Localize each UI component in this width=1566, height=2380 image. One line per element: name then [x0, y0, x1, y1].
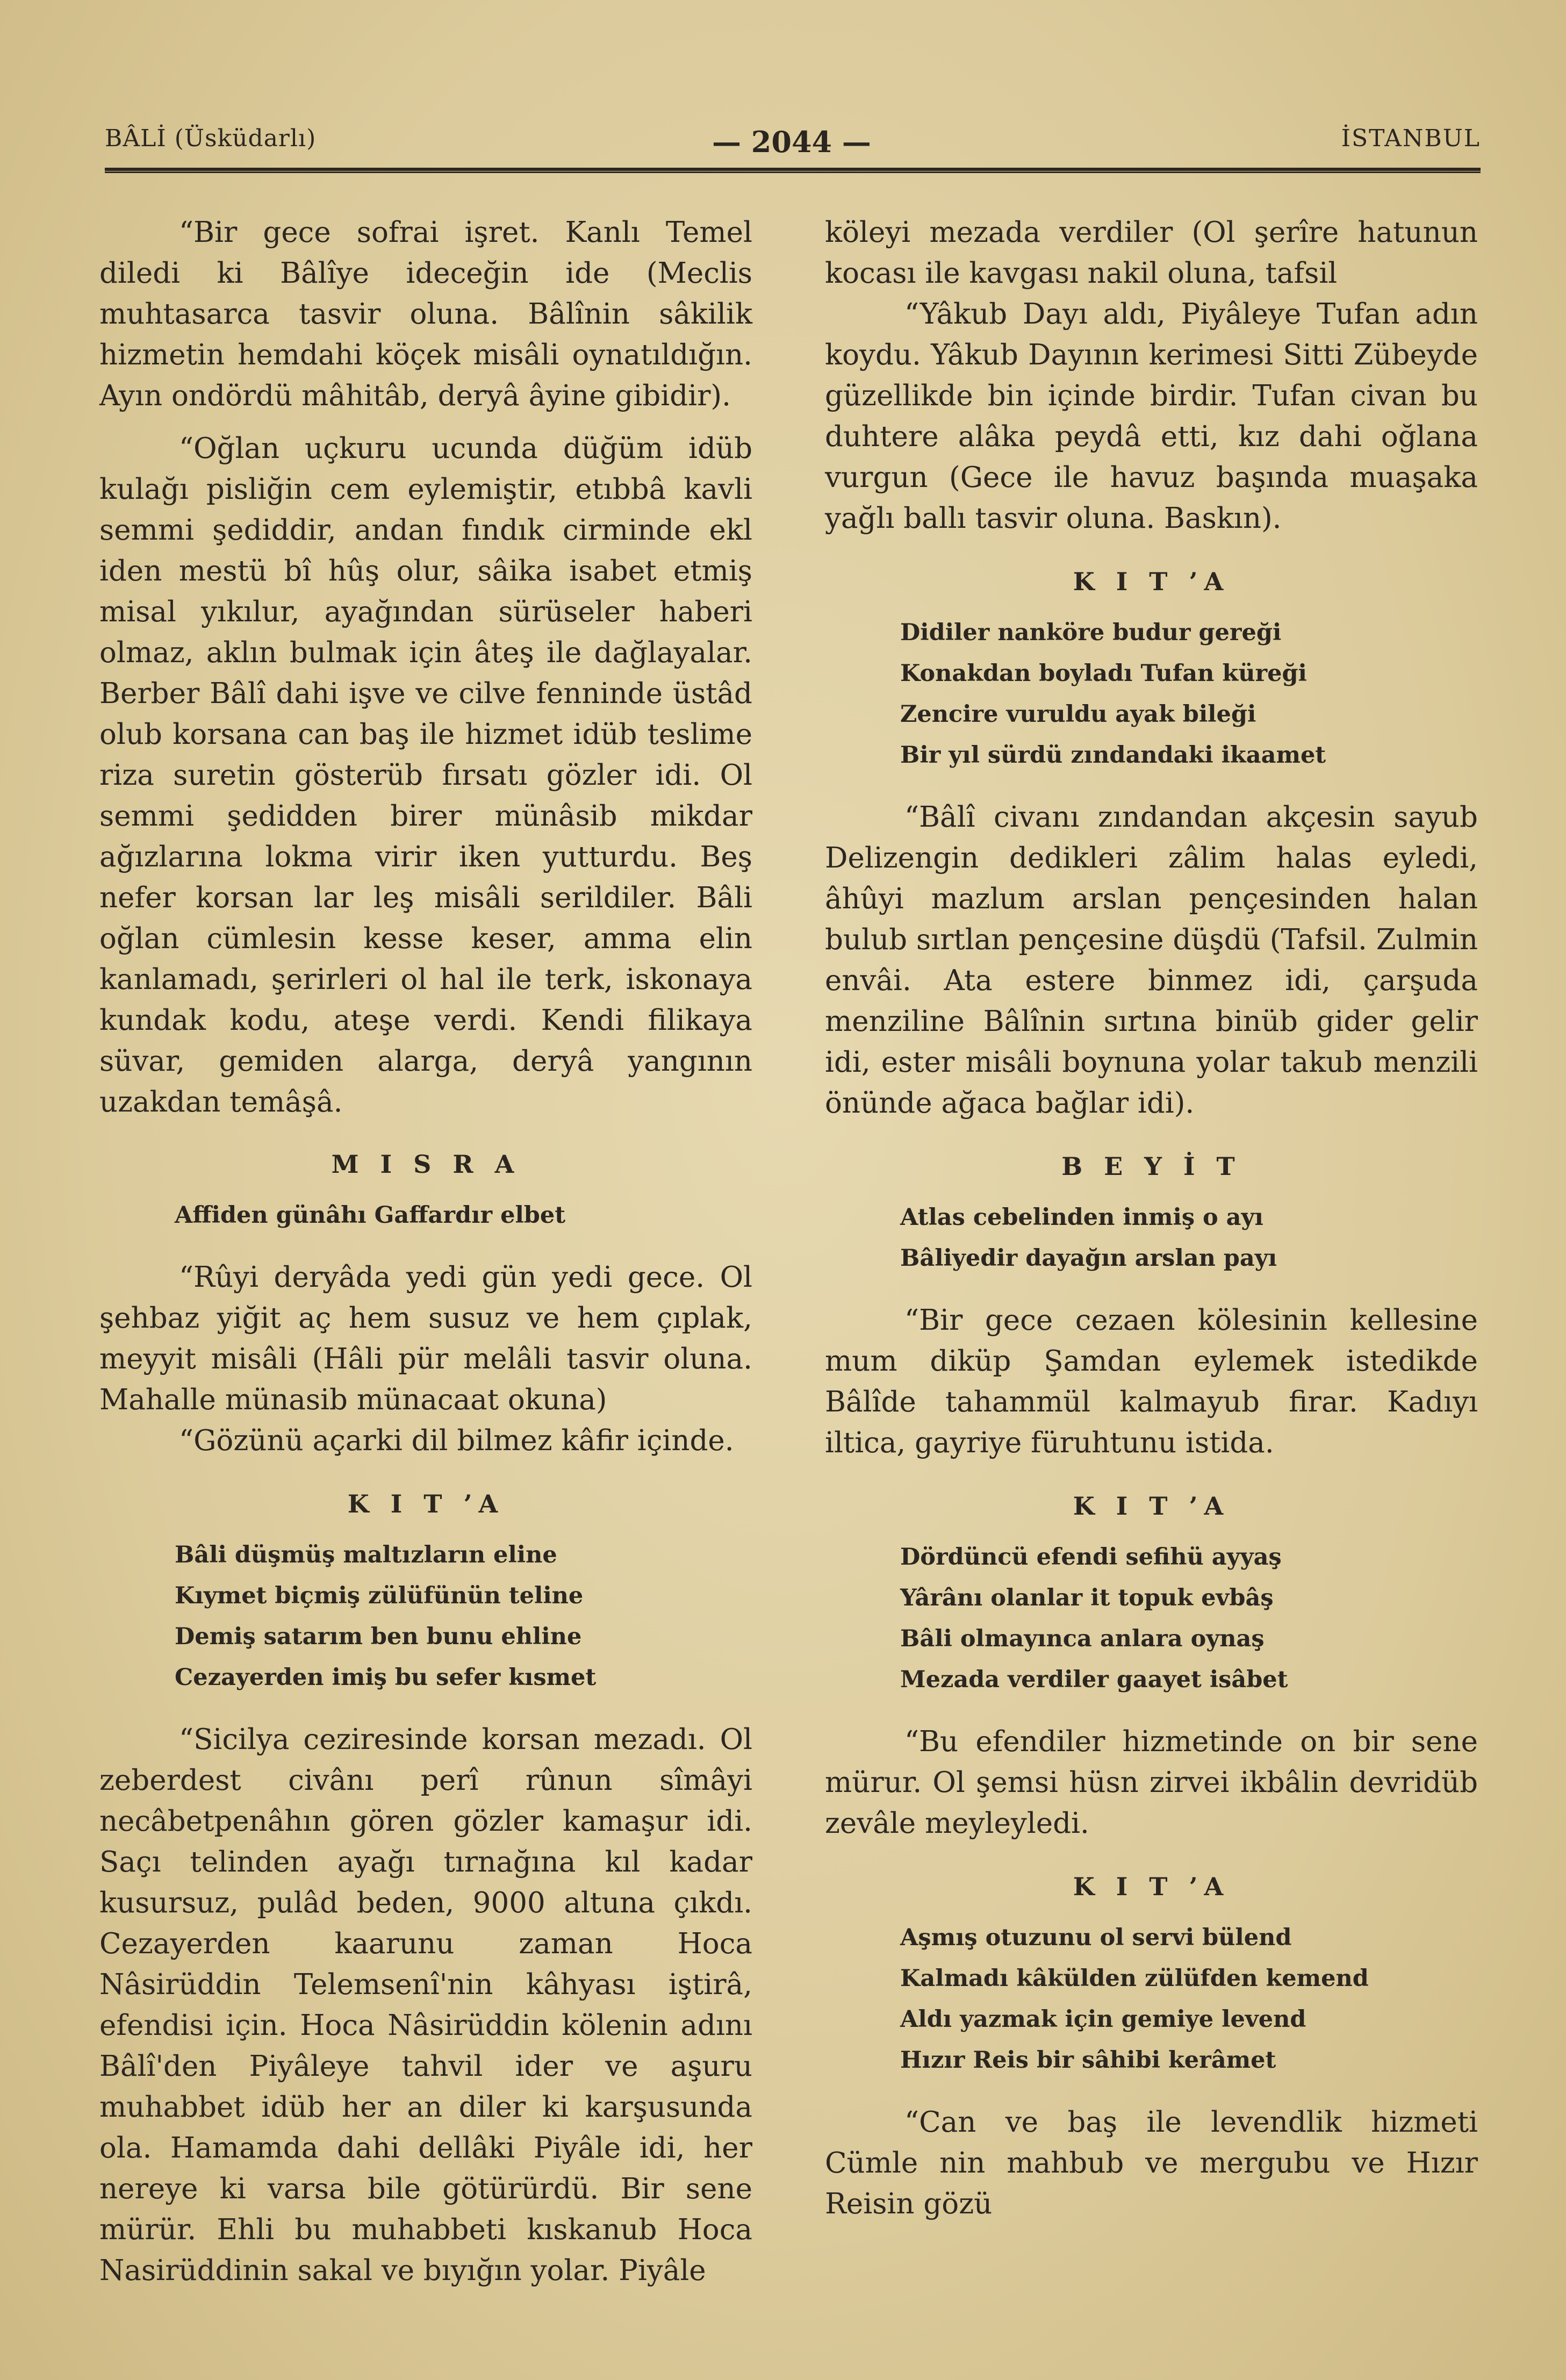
verse-line: Zencire vuruldu ayak bileği	[900, 701, 1256, 728]
right-column	[825, 212, 1478, 2225]
verse-line: Yârânı olanlar it topuk evbâş	[900, 1585, 1274, 1611]
verse-line: Aşmış otuzunu ol servi bülend	[900, 1924, 1292, 1951]
section-heading: K I T ’A	[1073, 1872, 1230, 1901]
page-number: — 2044 —	[712, 125, 871, 159]
verse-block	[99, 1195, 752, 1236]
section-heading: K I T ’A	[1073, 1492, 1230, 1521]
verse-line: Mezada verdiler gaayet isâbet	[900, 1666, 1288, 1693]
verse-line: Affiden günâhı Gaffardır elbet	[175, 1202, 566, 1229]
verse-line: Atlas cebelinden inmiş o ayı	[900, 1204, 1263, 1231]
left-column	[99, 212, 752, 2291]
verse-line: Bir yıl sürdü zındandaki ikaamet	[900, 742, 1326, 769]
verse-line: Bâliyedir dayağın arslan payı	[900, 1245, 1277, 1272]
header-author: BÂLİ (Üsküdarlı)	[105, 125, 317, 152]
header-place: İSTANBUL	[1341, 125, 1481, 152]
verse-line: Bâli düşmüş maltızların eline	[175, 1542, 557, 1568]
verse-line: Dördüncü efendi sefihü ayyaş	[900, 1544, 1282, 1571]
verse-block	[825, 1197, 1478, 1279]
section-heading: K I T ’A	[1073, 567, 1230, 596]
header-rule	[105, 168, 1481, 173]
section-heading: B E Y İ T	[1061, 1152, 1241, 1181]
verse-line: Didiler nanköre budur gereği	[900, 619, 1282, 646]
verse-line: Aldı yazmak için gemiye levend	[900, 2006, 1306, 2033]
paragraph: “Yâkub Dayı aldı, Piyâleye Tufan adın koydu. Yâkub Dayının kerimesi Sitti Zübeyde güzellikde bin içinde birdir. Tufan civan bu duhtere alâka peydâ etti, kız dahi oğlana vurgun (Gece ile havuz başında muaşaka yağlı ballı tasvir oluna. Baskın).	[825, 298, 1478, 535]
section-heading: M I S R A	[331, 1150, 521, 1179]
verse-line: Kalmadı kâkülden zülüfden kemend	[900, 1965, 1369, 1992]
paragraph: “Can ve baş ile levendlik hizmeti Cümle nin mahbub ve mergubu ve Hızır Reisin gözü	[825, 2106, 1478, 2220]
paragraph: köleyi mezada verdiler (Ol şerîre hatunun kocası ile kavgası nakil oluna, tafsil	[825, 216, 1478, 290]
verse-block	[825, 1537, 1478, 1700]
paragraph: “Gözünü açarki dil bilmez kâfir içinde.	[179, 1424, 734, 1457]
paragraph: “Oğlan uçkuru ucunda düğüm idüb kulağı pisliğin cem eylemiştir, etıbbâ kavli semmi şediddir, andan fındık cirminde ekl iden mestü bî hûş olur, sâika isabet etmiş misal yıkılur, ayağından sürüseler haberi olmaz, aklın bulmak için âteş ile dağlayalar. Berber Bâlî dahi işve ve cilve fenninde üstâd olub korsana can baş ile hizmet idüb teslime riza suretin gösterüb fırsatı gözler idi. Ol semmi şedidden birer münâsib mikdar ağızlarına lokma virir iken yutturdu. Beş nefer korsan lar leş misâli serildiler. Bâli oğlan cümlesin kesse keser, amma elin kanlamadı, şerirleri ol hal ile terk, iskonaya kundak kodu, ateşe verdi. Kendi filikaya süvar, gemiden alarga, deryâ yangının uzakdan temâşâ.	[99, 432, 752, 1119]
verse-line: Hızır Reis bir sâhibi kerâmet	[900, 2047, 1276, 2074]
paragraph: “Bir gece cezaen kölesinin kellesine mum diküp Şamdan eylemek istedikde Bâlîde tahammül kalmayub firar. Kadıyı iltica, gayriye füruhtunu istida.	[825, 1304, 1478, 1459]
paragraph: “Bu efendiler hizmetinde on bir sene mürur. Ol şemsi hüsn zirvei ikbâlin devridüb zevâle meyleyledi.	[825, 1725, 1478, 1840]
verse-line: Demiş satarım ben bunu ehline	[175, 1623, 582, 1650]
paragraph: “Sicilya ceziresinde korsan mezadı. Ol zeberdest civânı perî rûnun sîmâyi necâbetpenâhın gören gözler kamaşur idi. Saçı telinden ayağı tırnağına kıl kadar kusursuz, pulâd beden, 9000 altuna çıkdı. Cezayerden kaarunu zaman Hoca Nâsirüddin Telemsenî'nin kâhyası iştirâ, efendisi için. Hoca Nâsirüddin kölenin adını Bâlî'den Piyâleye tahvil ider ve aşuru muhabbet idüb her an diler ki karşusunda ola. Hamamda dahi dellâki Piyâle idi, her nereye ki varsa bile götürürdü. Bir sene mürür. Ehli bu muhabbeti kıskanub Hoca Nasirüddinin sakal ve bıyığın yolar. Piyâle	[99, 1723, 752, 2287]
verse-line: Kıymet biçmiş zülüfünün teline	[175, 1582, 584, 1609]
paragraph: “Bir gece sofrai işret. Kanlı Temel diledi ki Bâlîye ideceğin ide (Meclis muhtasarca tasvir oluna. Bâlînin sâkilik hizmetin hemdahi köçek misâli oynatıldığın. Ayın ondördü mâhitâb, deryâ âyine gibidir).	[99, 216, 752, 412]
verse-block	[825, 1917, 1478, 2081]
paragraph: “Rûyi deryâda yedi gün yedi gece. Ol şehbaz yiğit aç hem susuz ve hem çıplak, meyyit misâli (Hâli pür melâli tasvir oluna. Mahalle münasib münacaat okuna)	[99, 1261, 752, 1416]
verse-line: Konakdan boyladı Tufan küreği	[900, 660, 1307, 687]
page-header	[105, 125, 1481, 168]
verse-block	[825, 612, 1478, 776]
paragraph: “Bâlî civanı zındandan akçesin sayub Delizengin dedikleri zâlim halas eyledi, âhûyi mazlum arslan pençesinden halan bulub sırtlan pençesine düşdü (Tafsil. Zulmin envâi. Ata estere binmez idi, çarşuda menziline Bâlînin sırtına binüb gider gelir idi, ester misâli boynuna yolar takub menzili önünde ağaca bağlar idi).	[825, 801, 1478, 1120]
verse-block	[99, 1535, 752, 1698]
section-heading: K I T ’A	[347, 1489, 505, 1518]
verse-line: Cezayerden imiş bu sefer kısmet	[175, 1664, 597, 1691]
verse-line: Bâli olmayınca anlara oynaş	[900, 1625, 1265, 1652]
